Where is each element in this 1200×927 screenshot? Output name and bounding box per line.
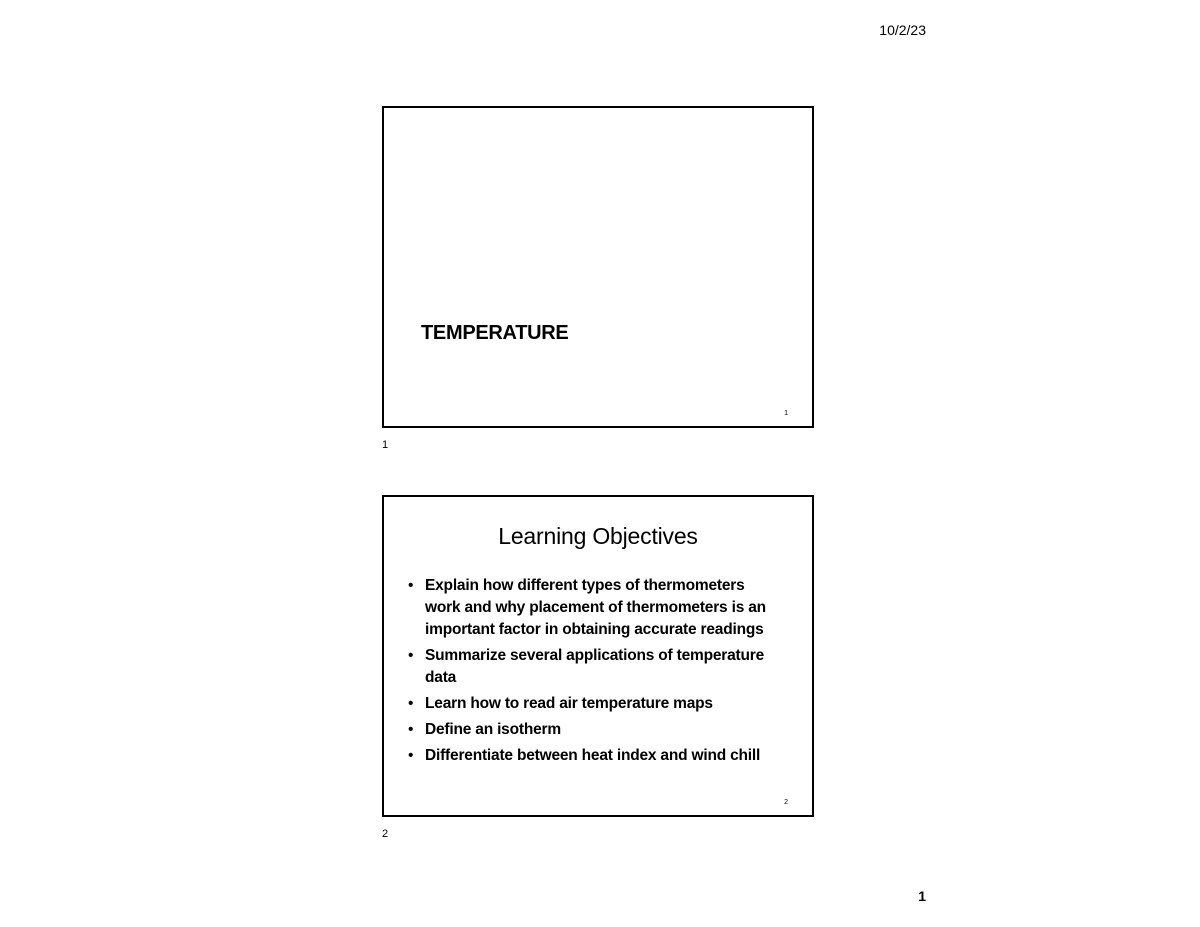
slide-label: 2 bbox=[382, 828, 389, 840]
page-number: 1 bbox=[918, 888, 926, 904]
print-date: 10/2/23 bbox=[879, 22, 926, 38]
list-item: • Differentiate between heat index and wind chill bbox=[408, 745, 784, 767]
list-item: • Learn how to read air temperature maps bbox=[408, 693, 784, 715]
slide-label: 1 bbox=[382, 439, 389, 451]
list-item: • Explain how different types of thermometers work and why placement of thermometers is an important factor in obtaining accurate readings bbox=[408, 575, 784, 641]
list-item: • Define an isotherm bbox=[408, 719, 784, 741]
objectives-list bbox=[408, 575, 784, 771]
slide-2 bbox=[382, 495, 814, 817]
slide-1 bbox=[382, 106, 814, 428]
slide-title: Learning Objectives bbox=[498, 523, 698, 549]
slide-number: 2 bbox=[784, 799, 788, 806]
slide-title: TEMPERATURE bbox=[421, 322, 569, 344]
slide-number: 1 bbox=[784, 410, 788, 417]
list-item: • Summarize several applications of temperature data bbox=[408, 645, 784, 689]
